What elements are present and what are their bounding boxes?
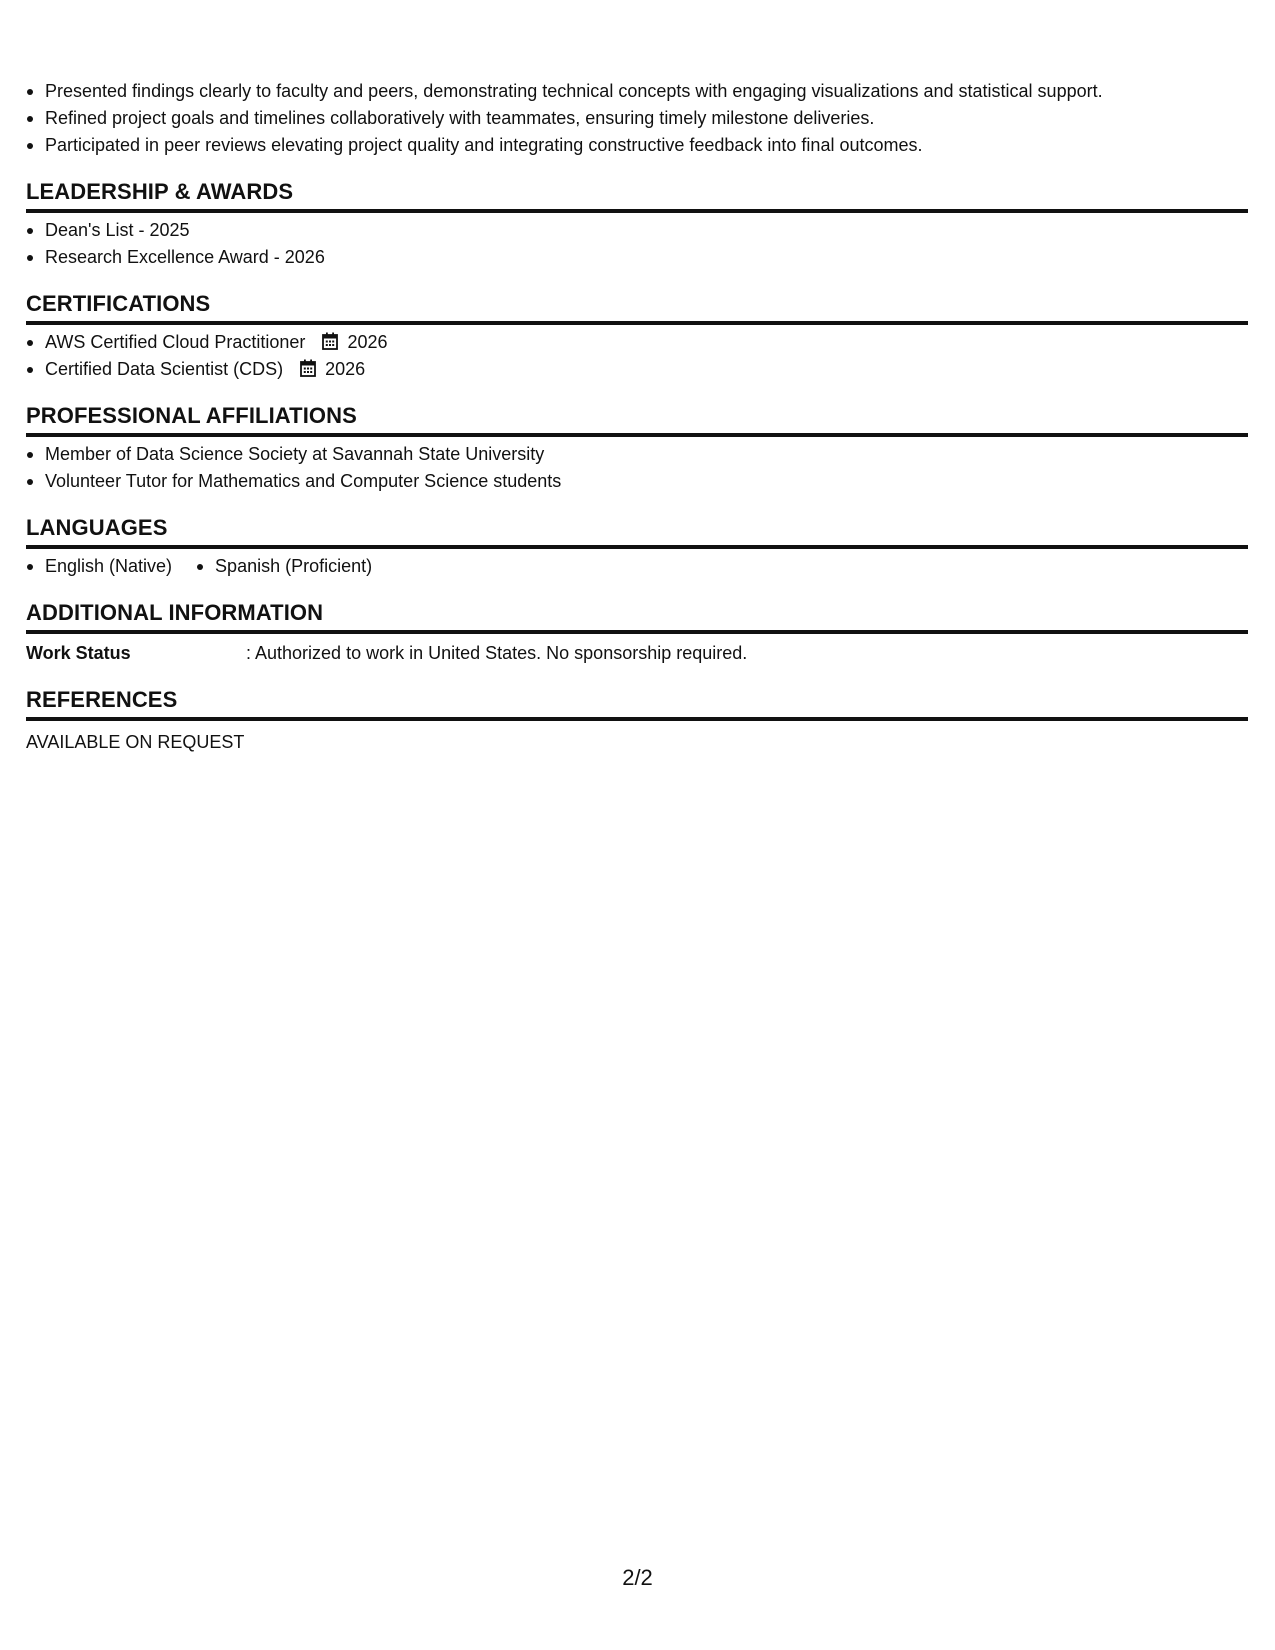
references-text: AVAILABLE ON REQUEST xyxy=(26,732,245,752)
certifications-section xyxy=(26,290,1248,383)
certifications-list xyxy=(26,329,1248,383)
work-status-label: Work Status xyxy=(26,643,131,663)
list-item: Participated in peer reviews elevating project quality and integrating constructive feedback into final outcomes. xyxy=(26,132,1248,159)
languages-section xyxy=(26,514,1248,580)
section-heading: CERTIFICATIONS xyxy=(26,290,1248,325)
list-item: Volunteer Tutor for Mathematics and Computer Science students xyxy=(26,468,1248,495)
list-item: Member of Data Science Society at Savannah State University xyxy=(26,441,1248,468)
certification-year: 2026 xyxy=(325,359,366,379)
leadership-section xyxy=(26,178,1248,271)
work-status-value: : Authorized to work in United States. No sponsorship required. xyxy=(246,643,748,663)
work-status-row xyxy=(26,638,1248,667)
resume-page xyxy=(26,78,1248,756)
section-heading: LEADERSHIP & AWARDS xyxy=(26,178,1248,213)
list-item: English (Native) xyxy=(26,553,172,580)
certification-name: AWS Certified Cloud Practitioner xyxy=(45,332,306,352)
references-section xyxy=(26,686,1248,756)
section-heading: ADDITIONAL INFORMATION xyxy=(26,599,1248,634)
list-item: Spanish (Proficient) xyxy=(196,553,372,580)
list-item: Research Excellence Award - 2026 xyxy=(26,244,1248,271)
calendar-icon xyxy=(322,332,338,350)
list-item xyxy=(26,356,1248,383)
section-heading: LANGUAGES xyxy=(26,514,1248,549)
list-item xyxy=(26,329,1248,356)
affiliations-section xyxy=(26,402,1248,495)
section-heading: PROFESSIONAL AFFILIATIONS xyxy=(26,402,1248,437)
languages-list xyxy=(26,553,1248,580)
additional-info-section xyxy=(26,599,1248,667)
list-item: Dean's List - 2025 xyxy=(26,217,1248,244)
leadership-list xyxy=(26,217,1248,271)
experience-bullet-list xyxy=(26,78,1248,159)
section-heading: REFERENCES xyxy=(26,686,1248,721)
calendar-icon xyxy=(300,359,316,377)
list-item: Presented findings clearly to faculty and peers, demonstrating technical concepts with engaging visualizations and statistical support. xyxy=(26,78,1248,105)
affiliations-list xyxy=(26,441,1248,495)
list-item: Refined project goals and timelines collaboratively with teammates, ensuring timely milestone deliveries. xyxy=(26,105,1248,132)
certification-name: Certified Data Scientist (CDS) xyxy=(45,359,284,379)
page-number: 2/2 xyxy=(622,1565,653,1590)
certification-year: 2026 xyxy=(347,332,388,352)
